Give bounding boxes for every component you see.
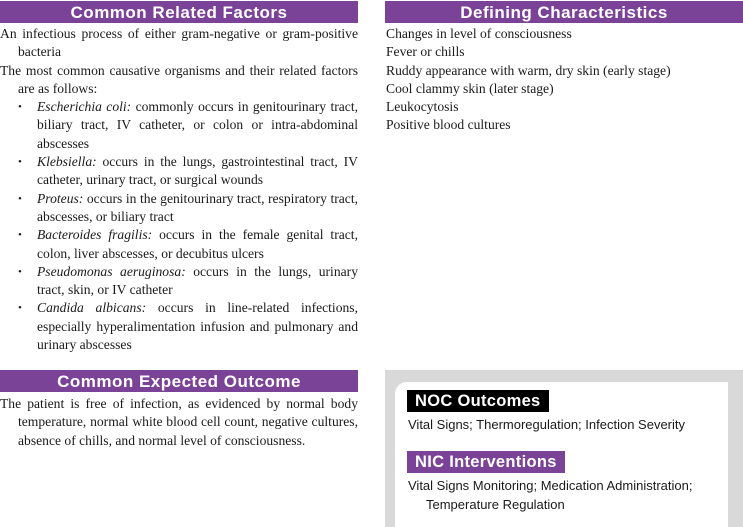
characteristic-item: Ruddy appearance with warm, dry skin (early stage) [386,62,671,78]
noc-nic-panel [395,382,728,527]
noc-outcomes-label: NOC Outcomes [407,390,549,412]
organism-description: occurs in the female genital tract, colon, liver abscesses, or decubitus ulcers [37,227,358,261]
characteristic-item: Fever or chills [386,44,465,60]
organism-description: occurs in the lungs, urinary tract, skin, or IV catheter [37,263,358,298]
organism-name: Pseudomonas aeruginosa: [37,263,186,279]
characteristic-item: Positive blood cultures [386,117,511,133]
organism-list [0,98,358,354]
expected-outcome-heading: Common Expected Outcome [0,370,358,392]
characteristic-item: Cool clammy skin (later stage) [386,80,554,96]
nic-interventions-label: NIC Interventions [407,451,565,473]
noc-nic-box [385,370,743,527]
organism-description: occurs in the lungs, gastrointestinal tract, IV catheter, urinary tract, or surgical wounds [37,154,358,188]
characteristic-item: Changes in level of consciousness [386,26,572,41]
noc-outcomes-text: Vital Signs; Thermoregulation; Infection Severity [408,417,685,432]
organism-description: occurs in the genitourinary tract, respiratory tract, abscesses, or biliary tract [37,190,358,224]
organism-name: Klebsiella: [37,154,97,170]
bullet-icon: • [18,101,22,114]
defining-characteristics-list [386,25,743,135]
organism-name: Escherichia coli: [37,99,132,115]
organism-item [0,263,358,300]
bullet-icon: • [18,192,22,205]
organism-item [0,98,358,153]
bullet-icon: • [18,265,22,278]
organism-description: occurs in line-related infections, especially hyperalimentation infusion and pulmonary and urinary abscesses [37,300,358,353]
bullet-icon: • [18,156,22,169]
expected-outcome-text: The patient is free of infection, as evidenced by normal body temperature, normal white blood cell count, negative cultures, absence of chills, and normal level of consciousness. [0,396,358,448]
bullet-icon: • [18,229,22,242]
related-factors-intro: An infectious process of either gram-negative or gram-positive bacteria [0,26,358,60]
organism-item [0,299,358,354]
organism-name: Bacteroides fragilis: [37,227,153,243]
related-factors-heading: Common Related Factors [0,1,358,23]
related-factors-lead: The most common causative organisms and their related factors are as follows: [0,62,358,96]
organism-item [0,190,358,227]
bullet-icon: • [18,302,22,315]
organism-name: Proteus: [37,190,84,206]
organism-item [0,226,358,263]
defining-characteristics-heading: Defining Characteristics [385,1,743,23]
organism-name: Candida albicans: [37,300,147,316]
organism-description: commonly occurs in genitourinary tract, biliary tract, IV catheter, or colon or intra-abdominal abscesses [37,99,358,151]
nic-interventions-text: Vital Signs Monitoring; Medication Administration; Temperature Regulation [408,478,693,512]
characteristic-item: Leukocytosis [386,99,459,115]
organism-item [0,153,358,190]
related-factors-body [0,25,358,354]
